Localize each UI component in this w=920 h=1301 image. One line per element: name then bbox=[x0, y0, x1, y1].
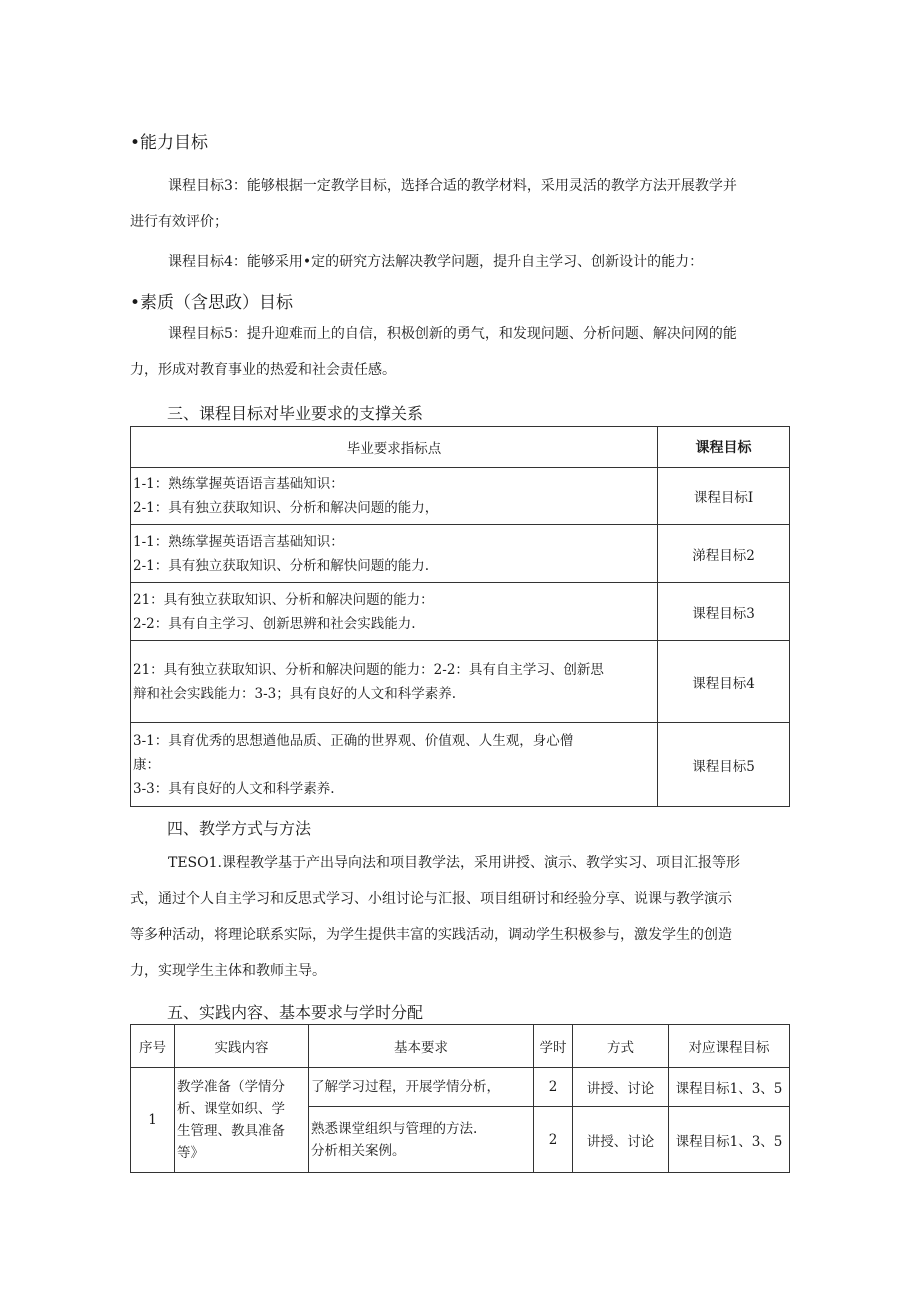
requirement-line: 2-1：具有独立获取知识、分析和解快问题的能力. bbox=[133, 557, 430, 574]
method-cell: 讲授、讨论 bbox=[573, 1068, 669, 1107]
requirement-line: 3-3：具有良好的人文和科学素养. bbox=[133, 780, 335, 797]
requirement-cell bbox=[131, 583, 658, 641]
header-requirement: 毕业要求指标点 bbox=[131, 427, 658, 468]
table-header-row bbox=[131, 427, 790, 468]
method-line: 式，通过个人自主学习和反思式学习、小组讨论与汇报、项目组研讨和经验分享、说课与教学演示 bbox=[130, 891, 732, 907]
goal-cell: 课程目标3 bbox=[658, 583, 790, 641]
method-cell: 讲授、讨论 bbox=[573, 1107, 669, 1173]
requirement-line: 1-1：熟练掌握英语语言基础知识： bbox=[133, 476, 344, 492]
content-line: 等》 bbox=[177, 1145, 204, 1161]
requirement-line: 分析相关案例。 bbox=[311, 1142, 406, 1159]
goal-cell: 涕程目标2 bbox=[658, 525, 790, 583]
table-row bbox=[131, 468, 790, 525]
header-method: 方式 bbox=[573, 1025, 669, 1068]
goal-cell: 课程目标I bbox=[658, 468, 790, 525]
requirement-line: 21：具有独立获取知识、分析和解决问题的能力：2-2：具有自主学习、创新思 bbox=[133, 661, 604, 678]
goal-5-line-1: 课程目标5：提升迎难而上的自信，积极创新的勇气，和发现问题、分析问题、解决问网的能 bbox=[168, 326, 737, 342]
table-header-row bbox=[131, 1025, 790, 1068]
header-goal: 对应课程目标 bbox=[669, 1025, 790, 1068]
quality-goals-heading: •素质（含思政）目标 bbox=[130, 293, 294, 313]
table-row bbox=[131, 525, 790, 583]
requirement-cell bbox=[131, 723, 658, 807]
header-hours: 学时 bbox=[534, 1025, 573, 1068]
ability-goals-heading: •能力目标 bbox=[130, 133, 209, 153]
goal-cell: 课程目标5 bbox=[658, 723, 790, 807]
header-course-goal: 课程目标 bbox=[658, 427, 790, 468]
requirement-line: 辩和社会实践能力：3-3；具有良好的人文和科学素养. bbox=[133, 685, 457, 702]
goal-3-line-2: 进行有效评价； bbox=[130, 214, 228, 230]
table-row bbox=[131, 641, 790, 723]
practice-content-cell bbox=[175, 1068, 309, 1173]
method-line: 等多种活动，将理论联系实际，为学生提供丰富的实践活动，调动学生积极参与，激发学生的创造 bbox=[130, 927, 732, 943]
requirement-line: 2-2：具有自主学习、创新思辨和社会实践能力. bbox=[133, 615, 416, 632]
content-line: 生管理、教具准备 bbox=[177, 1123, 285, 1139]
requirement-line: 熟悉课堂组织与管理的方法. bbox=[311, 1120, 478, 1137]
content-line: 教学准备（学情分 bbox=[177, 1079, 285, 1095]
goal-cell: 课程目标4 bbox=[658, 641, 790, 723]
content-line: 析、课堂如织、学 bbox=[177, 1101, 285, 1117]
goal-3-line-1: 课程目标3：能够根据一定教学目标，选择合适的教学材料，采用灵活的教学方法开展教学并 bbox=[168, 178, 737, 194]
goal-3-paragraph bbox=[130, 168, 790, 240]
requirement-cell bbox=[131, 641, 658, 723]
requirement-line: 3-1：具育优秀的思想遒他品质、正确的世界观、价值观、人生观，身心僧 bbox=[133, 732, 574, 749]
method-line: TESO1.课程教学基于产出导向法和项目教学法，采用讲授、演示、教学实习、项目汇报等形 bbox=[168, 855, 740, 871]
goal-5-paragraph bbox=[130, 316, 790, 388]
table-row bbox=[131, 583, 790, 641]
goal-cell: 课程目标1、3、5 bbox=[669, 1107, 790, 1173]
requirement-line: 21：具有独立获取知识、分析和解决问题的能力： bbox=[133, 591, 434, 608]
goal-5-line-2: 力，形成对教育事业的热爱和社会责任感。 bbox=[130, 362, 396, 378]
requirement-cell bbox=[131, 468, 658, 525]
hours-cell: 2 bbox=[534, 1107, 573, 1173]
requirement-line: 1-1：熟练掌握英语语言基础知识： bbox=[133, 533, 344, 550]
table-row bbox=[131, 1068, 790, 1107]
goal-cell: 课程目标1、3、5 bbox=[669, 1068, 790, 1107]
requirement-cell bbox=[309, 1107, 534, 1173]
method-line: 力，实现学生主体和教师主导。 bbox=[130, 963, 326, 979]
header-no: 序号 bbox=[131, 1025, 175, 1068]
hours-cell: 2 bbox=[534, 1068, 573, 1107]
practice-content-table bbox=[130, 1024, 790, 1173]
requirement-cell bbox=[131, 525, 658, 583]
section-4-title: 四、教学方式与方法 bbox=[167, 819, 312, 838]
requirement-line: 2-1：具有独立获取知识、分析和解决问题的能力， bbox=[133, 500, 439, 516]
teaching-method-paragraph bbox=[130, 845, 790, 989]
section-5-title: 五、实践内容、基本要求与学时分配 bbox=[167, 1003, 424, 1022]
row-number: 1 bbox=[131, 1068, 175, 1173]
section-3-title: 三、课程目标对毕业要求的支撑关系 bbox=[167, 404, 424, 423]
header-requirement: 基本要求 bbox=[309, 1025, 534, 1068]
table-row bbox=[131, 723, 790, 807]
requirement-cell: 了解学习过程，开展学情分析， bbox=[309, 1068, 534, 1107]
goal-4-paragraph: 课程目标4：能够采用•定的研究方法解决教学问题，提升自主学习、创新设计的能力： bbox=[168, 254, 704, 270]
graduation-requirements-table bbox=[130, 426, 790, 807]
requirement-line: 康： bbox=[133, 756, 160, 773]
header-content: 实践内容 bbox=[175, 1025, 309, 1068]
